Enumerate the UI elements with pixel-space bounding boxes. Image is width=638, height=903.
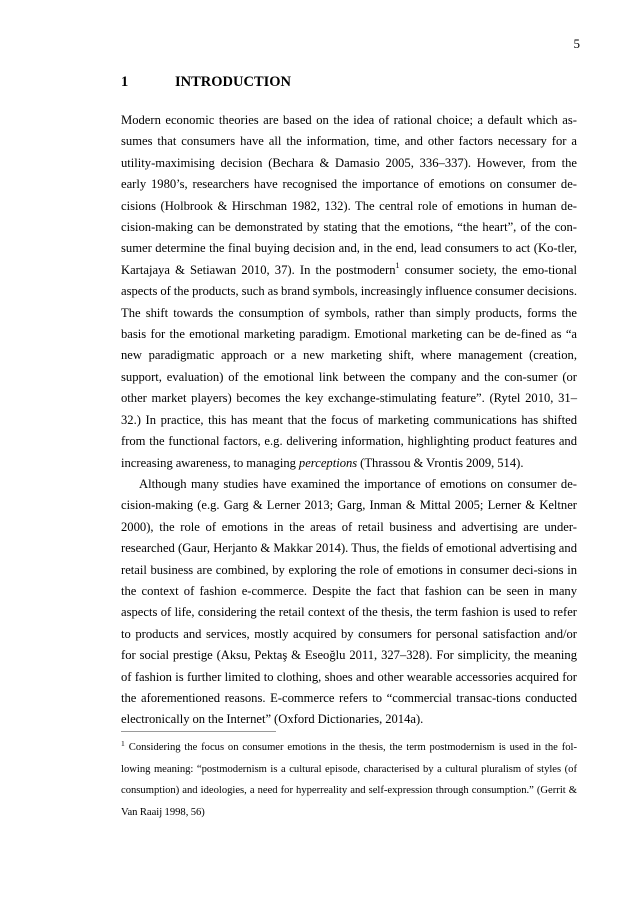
section-number: 1 (121, 74, 129, 90)
paragraph-1 (121, 110, 577, 474)
section-title: INTRODUCTION (175, 74, 292, 90)
footnote (121, 737, 577, 823)
paragraph-1-part-b: consumer society, the emo-tional aspects of the products, such as brand symbols, increasingly influence consumer decisions. The shift towards the consumption of symbols, rather than simply products, forms the basis for the emotional marketing paradigm. Emotional marketing can be de-fined as “a new paradigmatic approach or a new marketing shift, where management (creation, support, evaluation) of the emotional link between the company and the con-sumer (or other market players) becomes the key exchange-stimulating feature”. (Rytel 2010, 31–32.) In practice, this has meant that the focus of marketing communications has shifted from the functional factors, e.g. delivering information, highlighting product features and increasing awareness, to managing (121, 262, 577, 470)
footnote-separator (121, 731, 276, 732)
emphasis-perceptions: perceptions (298, 455, 358, 470)
footnote-mark: 1 (121, 739, 125, 748)
footnote-text: Considering the focus on consumer emotions in the thesis, the term postmodernism is used in the fol-lowing meaning: “postmodernism is a cultural episode, characterised by a cultural pluralism of styles (of consumption) and ideologies, a need for hyperreality and self-expression through consumption.” (Gerrit & Van Raaij 1998, 56) (121, 742, 577, 818)
section-heading (121, 74, 591, 91)
page-number: 5 (573, 36, 580, 51)
paragraph-2: Although many studies have examined the importance of emotions on consumer de-cision-making (e.g. Garg & Lerner 2013; Garg, Inman & Mittal 2005; Lerner & Keltner 2000), the role of emotions in the areas of retail business and advertising are under-researched (Gaur, Herjanto & Makkar 2014). Thus, the fields of emotional advertising and retail business are combined, by exploring the role of emotions in consumer deci-sions in the context of fashion e-commerce. Despite the fact that fashion can be seen in many aspects of life, considering the retail context of the thesis, the term fashion is used to refer to products and services, mostly acquired by consumers for personal satisfaction and/or for social prestige (Aksu, Pektaş & Eseoğlu 2011, 327–328). For simplicity, the meaning of fashion is further limited to clothing, shoes and other wearable accessories acquired for the aforementioned reasons. E-commerce refers to “commercial transac-tions conducted electronically on the Internet” (Oxford Dictionaries, 2014a). (121, 476, 577, 727)
paragraph-1-part-a: Modern economic theories are based on the idea of rational choice; a default which as-sumes that consumers have all the information, time, and other factors necessary for a utility-maximising decision (Bechara & Damasio 2005, 336–337). However, from the early 1980’s, researchers have recognised the importance of emotions on consumer de-cisions (Holbrook & Hirschman 1982, 132). The central role of emotions in human de-cision-making can be demonstrated by stating that the emotions, “the heart”, of the con-sumer determine the final buying decision and, in the end, lead consumers to act (Ko-tler, Kartajaya & Setiawan 2010, 37). In the postmodern (121, 113, 577, 277)
footnote-reference: 1 (395, 260, 400, 270)
body-text (121, 110, 577, 731)
paragraph-1-part-c: (Thrassou & Vrontis 2009, 514). (357, 455, 524, 470)
footnote-1 (121, 737, 577, 823)
